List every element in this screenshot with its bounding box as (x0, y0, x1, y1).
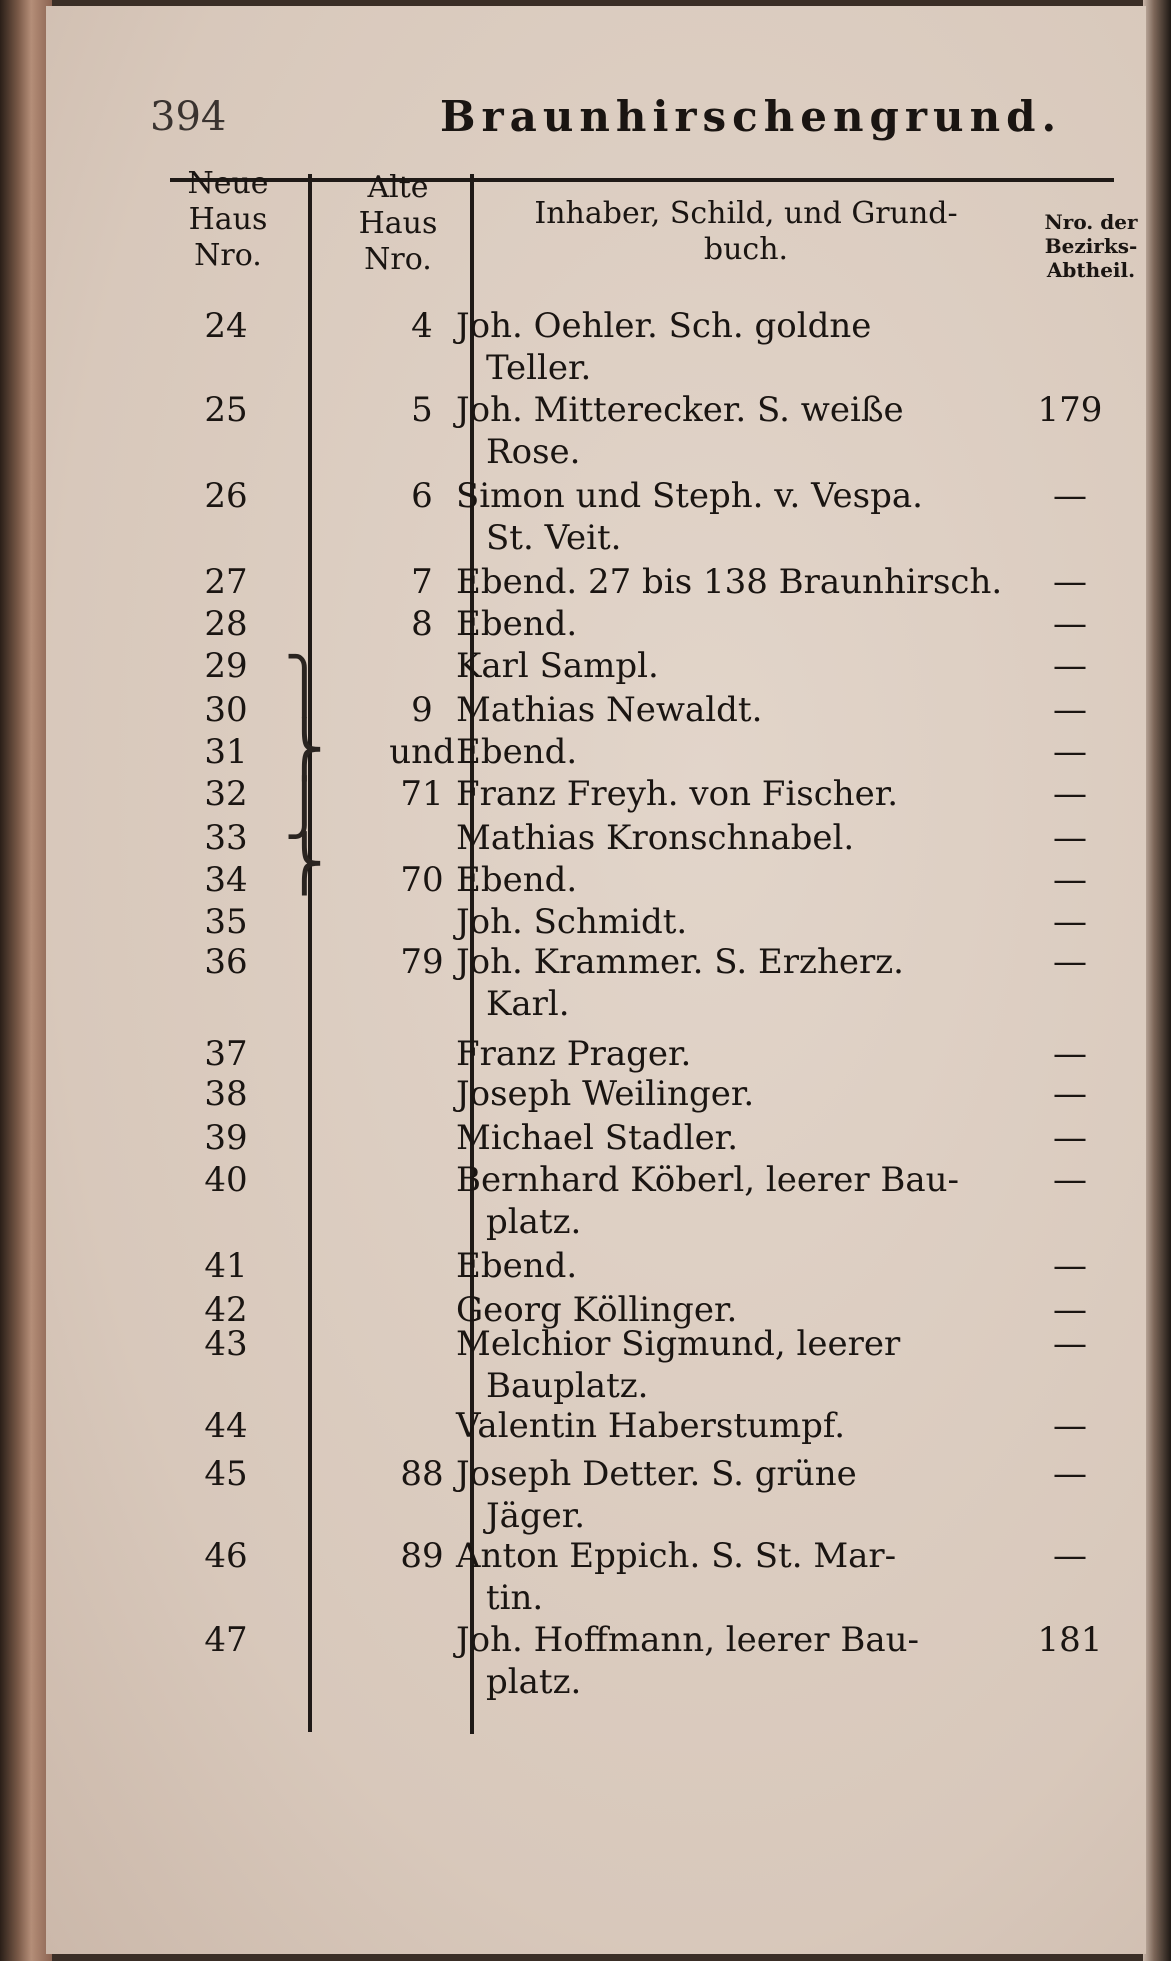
header-bezirk-line-3: Abtheil. (1046, 258, 1136, 282)
header-alte-line-1: Alte (367, 170, 429, 205)
table-row (46, 306, 1146, 388)
bezirk-nro: — (1053, 1246, 1087, 1286)
brace-33-34: ⎬ (284, 832, 325, 895)
inhaber-text: Ebend. (456, 1246, 578, 1286)
brace-29-32: ⎫ (284, 654, 325, 717)
inhaber-text: Ebend. 27 bis 138 Braunhirsch. (456, 562, 1003, 602)
inhaber-text: Mathias Kronschnabel. (456, 818, 855, 858)
alte-haus-nro: und (389, 732, 455, 772)
neue-haus-nro: 41 (204, 1246, 248, 1286)
neue-haus-nro: 44 (204, 1406, 248, 1446)
neue-haus-nro: 40 (204, 1160, 248, 1200)
neue-haus-nro: 33 (204, 818, 248, 858)
neue-haus-nro: 26 (204, 476, 248, 516)
alte-haus-nro: 4 (411, 306, 433, 346)
bezirk-nro: — (1053, 562, 1087, 602)
neue-haus-nro: 27 (204, 562, 248, 602)
header-inhaber-line-2: buch. (703, 232, 789, 267)
header-neue-line-2: Haus (188, 202, 268, 237)
neue-haus-nro: 35 (204, 902, 248, 942)
neue-haus-nro: 38 (204, 1074, 248, 1114)
alte-haus-nro: 5 (411, 390, 433, 430)
table-row (46, 1118, 1146, 1158)
inhaber-text: Melchior Sigmund, leerer (456, 1324, 901, 1364)
bezirk-nro: — (1053, 1290, 1087, 1330)
header-bezirk-line-2: Bezirks- (1044, 234, 1138, 258)
bezirk-nro: — (1053, 860, 1087, 900)
header-alte-line-2: Haus (358, 206, 438, 241)
neue-haus-nro: 24 (204, 306, 248, 346)
inhaber-text: Michael Stadler. (456, 1118, 739, 1158)
bezirk-nro: 179 (1037, 390, 1103, 430)
bezirk-nro: — (1053, 1324, 1087, 1364)
inhaber-text: Joh. Hoffmann, leerer Bau- (456, 1620, 920, 1660)
header-neue-line-3: Nro. (194, 238, 262, 273)
table-row (46, 1406, 1146, 1446)
bezirk-nro: — (1053, 942, 1087, 982)
bezirk-nro: — (1053, 1160, 1087, 1200)
neue-haus-nro: 46 (204, 1536, 248, 1576)
table-row (46, 774, 1146, 814)
inhaber-text: Ebend. (456, 604, 578, 644)
inhaber-continuation: platz. (486, 1662, 582, 1702)
page-number: 394 (150, 94, 227, 140)
inhaber-text: Valentin Haberstumpf. (456, 1406, 846, 1446)
brace-29-32-end: ⎭ (284, 776, 325, 839)
alte-haus-nro: 71 (400, 774, 444, 814)
neue-haus-nro: 43 (204, 1324, 248, 1364)
table-row (46, 1536, 1146, 1618)
alte-haus-nro: 9 (411, 690, 433, 730)
bezirk-nro: — (1053, 646, 1087, 686)
bezirk-nro: — (1053, 476, 1087, 516)
inhaber-text: Ebend. (456, 732, 578, 772)
alte-haus-nro: 79 (400, 942, 444, 982)
header-alte-line-3: Nro. (364, 242, 432, 277)
bezirk-nro: — (1053, 604, 1087, 644)
table-row (46, 604, 1146, 644)
bezirk-nro: 181 (1037, 1620, 1103, 1660)
table-row (46, 860, 1146, 900)
header-inhaber (476, 196, 1016, 268)
inhaber-text: Joh. Mitterecker. S. weiße (456, 390, 904, 430)
neue-haus-nro: 39 (204, 1118, 248, 1158)
table-row (46, 1324, 1146, 1406)
header-bezirk-line-1: Nro. der (1044, 210, 1138, 234)
inhaber-text: Joh. Oehler. Sch. goldne (456, 306, 872, 346)
inhaber-text: Georg Köllinger. (456, 1290, 738, 1330)
table-row (46, 1160, 1146, 1242)
inhaber-text: Mathias Newaldt. (456, 690, 763, 730)
inhaber-text: Anton Eppich. S. St. Mar- (456, 1536, 897, 1576)
inhaber-text: Ebend. (456, 860, 578, 900)
inhaber-continuation: Bauplatz. (486, 1366, 649, 1406)
page-edge (1143, 0, 1171, 1961)
table-row (46, 390, 1146, 472)
bezirk-nro: — (1053, 902, 1087, 942)
alte-haus-nro: 6 (411, 476, 433, 516)
bezirk-nro: — (1053, 1406, 1087, 1446)
neue-haus-nro: 25 (204, 390, 248, 430)
neue-haus-nro: 34 (204, 860, 248, 900)
table-row (46, 1034, 1146, 1074)
bezirk-nro: — (1053, 774, 1087, 814)
neue-haus-nro: 32 (204, 774, 248, 814)
header-alte-haus-nro (338, 170, 458, 278)
bezirk-nro: — (1053, 1536, 1087, 1576)
running-title: Braunhirschengrund. (440, 92, 1063, 141)
table-row (46, 942, 1146, 1024)
neue-haus-nro: 29 (204, 646, 248, 686)
header-neue-haus-nro (168, 166, 288, 274)
bezirk-nro: — (1053, 818, 1087, 858)
table-row (46, 562, 1146, 602)
neue-haus-nro: 42 (204, 1290, 248, 1330)
neue-haus-nro: 37 (204, 1034, 248, 1074)
alte-haus-nro: 7 (411, 562, 433, 602)
neue-haus-nro: 31 (204, 732, 248, 772)
table-row (46, 902, 1146, 942)
neue-haus-nro: 47 (204, 1620, 248, 1660)
bezirk-nro: — (1053, 690, 1087, 730)
bezirk-nro: — (1053, 732, 1087, 772)
bezirk-nro: — (1053, 1118, 1087, 1158)
table-row (46, 818, 1146, 858)
alte-haus-nro: 89 (400, 1536, 444, 1576)
header-bezirks-abtheil (1036, 210, 1146, 282)
neue-haus-nro: 36 (204, 942, 248, 982)
inhaber-continuation: Teller. (486, 348, 592, 388)
brace-29-32-mid: ⎬ (284, 718, 325, 781)
book-page (46, 6, 1146, 1954)
bezirk-nro: — (1053, 1074, 1087, 1114)
page-header (150, 92, 1063, 150)
inhaber-continuation: Karl. (486, 984, 570, 1024)
bezirk-nro: — (1053, 1454, 1087, 1494)
header-inhaber-line-1: Inhaber, Schild, und Grund- (534, 196, 958, 231)
inhaber-continuation: Rose. (486, 432, 581, 472)
inhaber-text: Simon und Steph. v. Vespa. (456, 476, 923, 516)
inhaber-continuation: Jäger. (486, 1496, 586, 1536)
inhaber-text: Joh. Krammer. S. Erzherz. (456, 942, 904, 982)
inhaber-text: Joh. Schmidt. (456, 902, 688, 942)
alte-haus-nro: 8 (411, 604, 433, 644)
inhaber-continuation: platz. (486, 1202, 582, 1242)
book-spine (0, 0, 52, 1961)
inhaber-continuation: St. Veit. (486, 518, 622, 558)
neue-haus-nro: 30 (204, 690, 248, 730)
alte-haus-nro: 70 (400, 860, 444, 900)
header-neue-line-1: Neue (187, 166, 269, 201)
bezirk-nro: — (1053, 1034, 1087, 1074)
table-row (46, 476, 1146, 558)
table-row (46, 690, 1146, 730)
inhaber-text: Franz Prager. (456, 1034, 692, 1074)
table-row (46, 1246, 1146, 1286)
inhaber-text: Franz Freyh. von Fischer. (456, 774, 899, 814)
neue-haus-nro: 28 (204, 604, 248, 644)
table-row (46, 646, 1146, 686)
table-row (46, 1620, 1146, 1702)
table-row (46, 1074, 1146, 1114)
inhaber-text: Karl Sampl. (456, 646, 659, 686)
table-row (46, 732, 1146, 772)
neue-haus-nro: 45 (204, 1454, 248, 1494)
inhaber-text: Joseph Detter. S. grüne (456, 1454, 857, 1494)
alte-haus-nro: 88 (400, 1454, 444, 1494)
inhaber-text: Bernhard Köberl, leerer Bau- (456, 1160, 960, 1200)
inhaber-continuation: tin. (486, 1578, 544, 1618)
inhaber-text: Joseph Weilinger. (456, 1074, 755, 1114)
table-row (46, 1454, 1146, 1536)
